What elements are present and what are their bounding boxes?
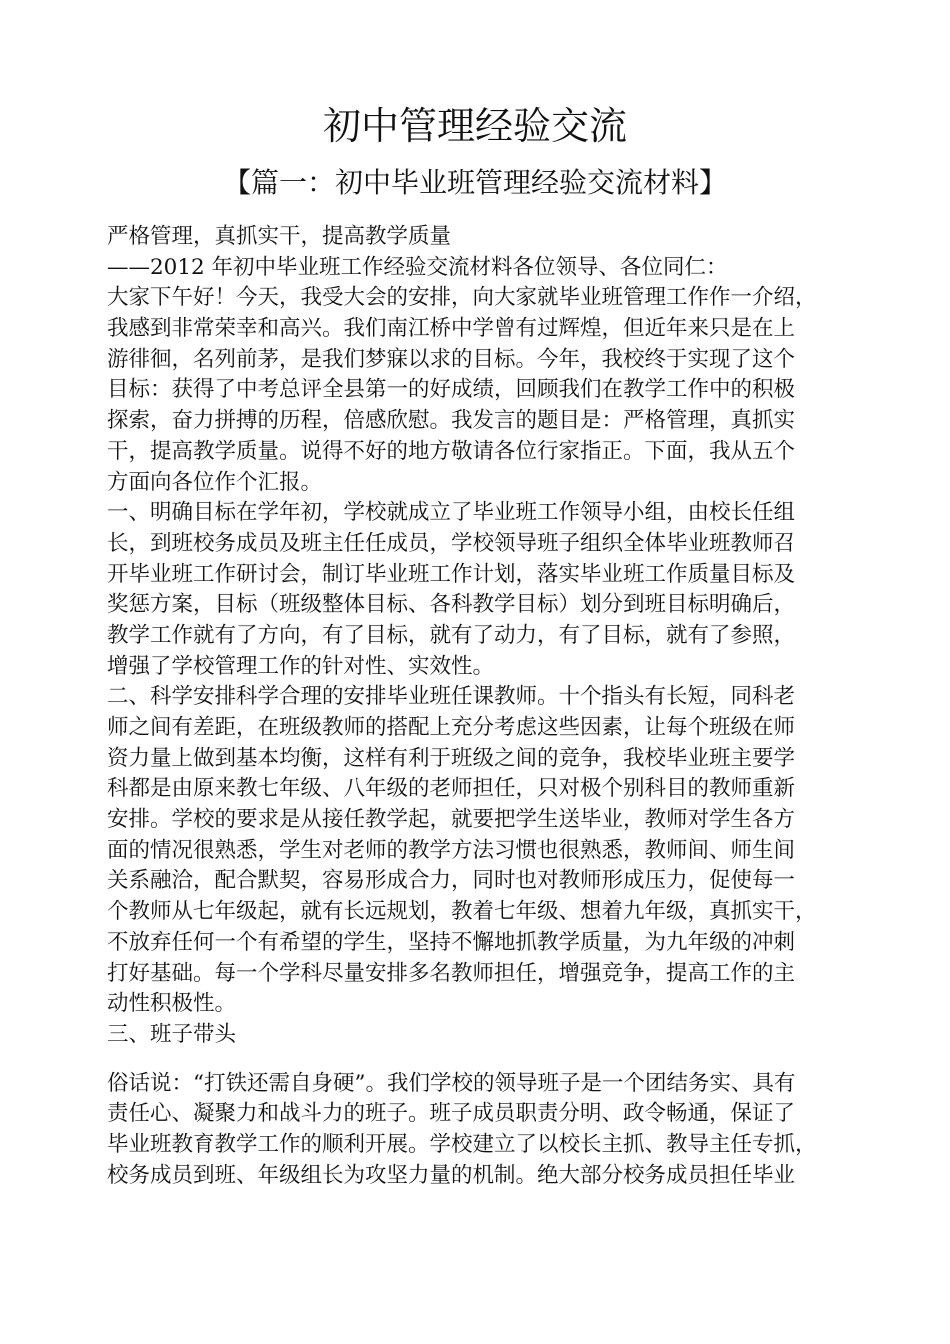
body-line: 增强了学校管理工作的针对性、实效性。 (107, 653, 495, 679)
body-line: 开毕业班工作研讨会，制订毕业班工作计划，落实毕业班工作质量目标及 (107, 561, 796, 587)
body-line: 校务成员到班、年级组长为攻坚力量的机制。绝大部分校务成员担任毕业 (107, 1162, 796, 1188)
document-subtitle: 【篇一：初中毕业班管理经验交流材料】 (222, 166, 727, 199)
body-line: 严格管理，真抓实干，提高教学质量 (107, 224, 452, 249)
body-line: 毕业班教育教学工作的顺利开展。学校建立了以校长主抓、教导主任专抓， (107, 1131, 817, 1157)
body-line: ——2012 年初中毕业班工作经验交流材料各位领导、各位同仁： (107, 254, 728, 280)
body-line: 打好基础。每一个学科尽量安排多名教师担任，增强竞争，提高工作的主 (107, 960, 796, 986)
body-line: 干，提高教学质量。说得不好的地方敬请各位行家指正。下面，我从五个 (107, 438, 796, 464)
body-line: 目标：获得了中考总评全县第一的好成绩，回顾我们在教学工作中的积极 (107, 377, 796, 403)
section-heading: 三、班子带头 (107, 1021, 237, 1047)
body-line: 长，到班校务成员及班主任任成员，学校领导班子组织全体毕业班教师召 (107, 530, 796, 556)
document-title: 初中管理经验交流 (322, 104, 627, 148)
document-body (107, 222, 867, 1191)
body-line: 我感到非常荣幸和高兴。我们南江桥中学曾有过辉煌，但近年来只是在上 (107, 316, 796, 342)
body-line: 大家下午好！今天，我受大会的安排，向大家就毕业班管理工作作一介绍， (107, 285, 817, 311)
body-line: 教学工作就有了方向，有了目标，就有了动力，有了目标，就有了参照， (107, 622, 796, 648)
body-line: 师之间有差距，在班级教师的搭配上充分考虑这些因素，让每个班级在师 (107, 715, 796, 740)
body-line: 俗话说：“打铁还需自身硬”。我们学校的领导班子是一个团结务实、具有 (107, 1070, 796, 1096)
body-line: 资力量上做到基本均衡，这样有利于班级之间的竞争，我校毕业班主要学 (107, 745, 796, 771)
body-line: 个教师从七年级起，就有长远规划，教着七年级、想着九年级，真抓实干， (107, 899, 817, 925)
body-line: 探索，奋力拼搏的历程，倍感欣慰。我发言的题目是：严格管理，真抓实 (107, 408, 796, 434)
body-line: 一、明确目标在学年初，学校就成立了毕业班工作领导小组，由校长任组 (107, 500, 796, 526)
body-line: 面的情况很熟悉，学生对老师的教学方法习惯也很熟悉，教师间、师生间 (107, 837, 796, 863)
paragraph-gap (107, 1051, 867, 1069)
body-line: 动性积极性。 (107, 991, 237, 1017)
body-line: 关系融洽，配合默契，容易形成合力，同时也对教师形成压力，促使每一 (107, 868, 796, 894)
body-line: 科都是由原来教七年级、八年级的老师担任，只对极个别科目的教师重新 (107, 776, 796, 802)
body-line: 方面向各位作个汇报。 (107, 469, 323, 495)
body-line: 不放弃任何一个有希望的学生，坚持不懈地抓教学质量，为九年级的冲刺 (107, 929, 796, 955)
body-line: 安排。学校的要求是从接任教学起，就要把学生送毕业，教师对学生各方 (107, 807, 796, 833)
body-line: 责任心、凝聚力和战斗力的班子。班子成员职责分明、政令畅通，保证了 (107, 1101, 796, 1127)
body-line: 游徘徊，名列前茅，是我们梦寐以求的目标。今年，我校终于实现了这个 (107, 346, 796, 372)
body-line: 二、科学安排科学合理的安排毕业班任课教师。十个指头有长短，同科老 (107, 684, 796, 710)
body-line: 奖惩方案，目标（班级整体目标、各科教学目标）划分到班目标明确后， (107, 592, 796, 618)
